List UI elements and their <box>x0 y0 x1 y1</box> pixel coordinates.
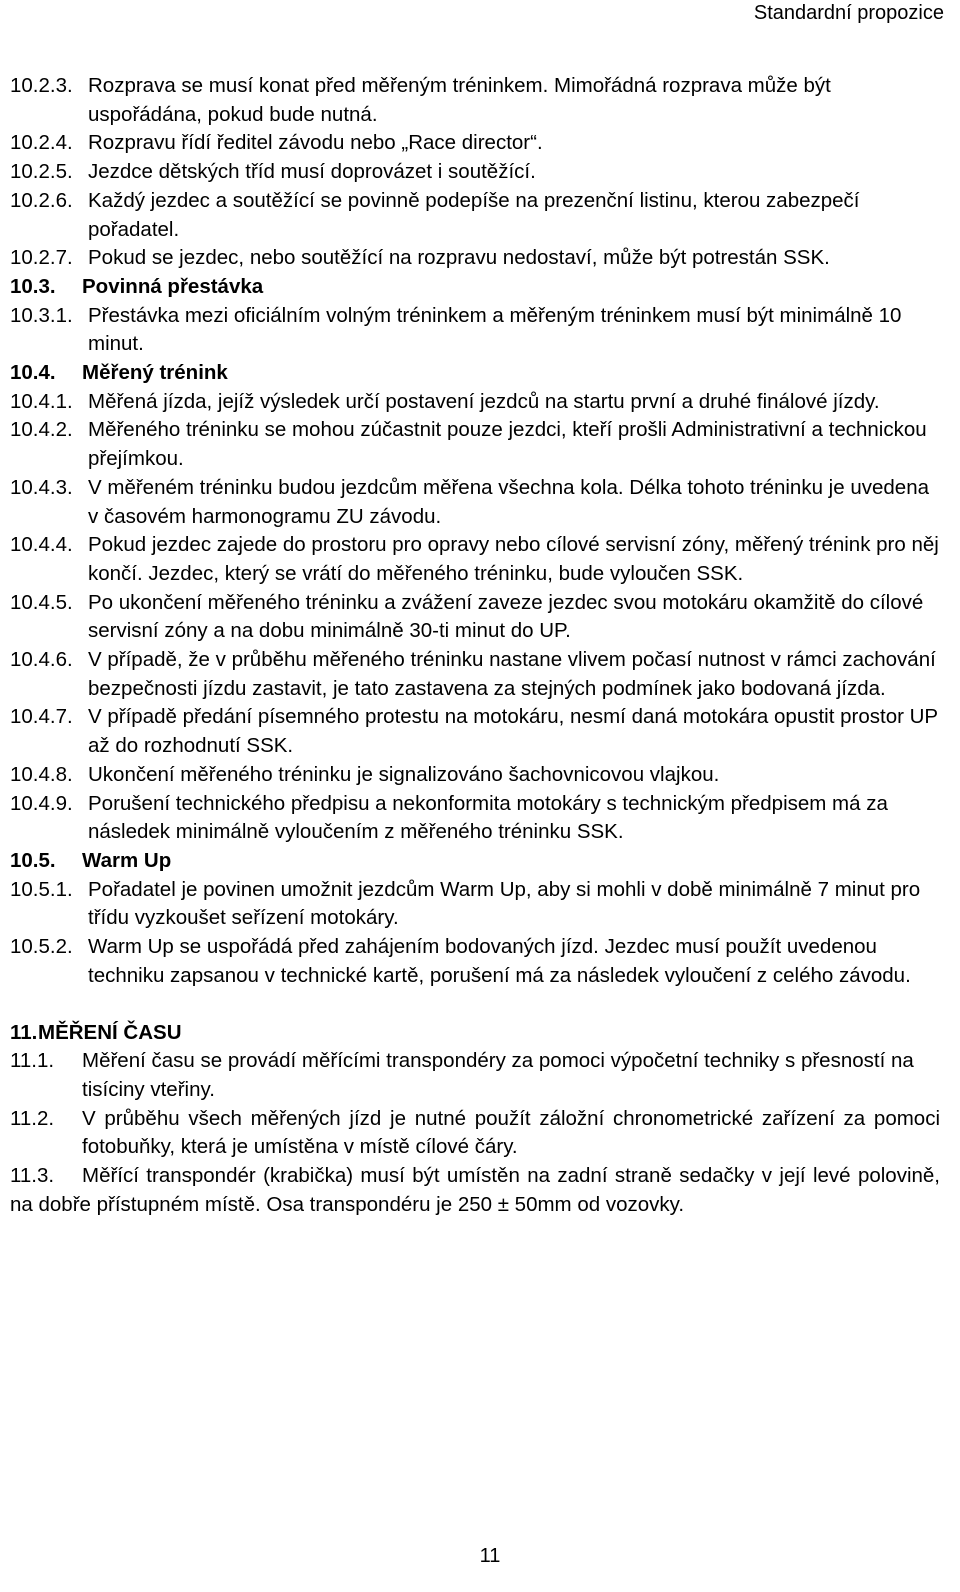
paragraph-number: 10.4.3. <box>10 475 73 499</box>
paragraph-text: Jezdce dětských tříd musí doprovázet i soutěžící. <box>88 160 536 184</box>
paragraph <box>10 158 940 187</box>
paragraph-text: Měřící transpondér (krabička) musí být umístěn na zadní straně sedačky v její levé polovině, na dobře přístupném místě. Osa transpondéru je 250 ± 50mm od vozovky. <box>10 1164 940 1216</box>
document-body <box>10 72 940 1219</box>
paragraph <box>10 129 940 158</box>
paragraph-number: 10.3. <box>10 274 56 298</box>
paragraph <box>10 646 940 703</box>
paragraph <box>10 187 940 244</box>
section-11-title: MĚŘENÍ ČASU <box>38 1020 182 1044</box>
paragraph-number: 10.4.6. <box>10 648 73 672</box>
section-title: Povinná přestávka <box>82 274 264 298</box>
paragraph-number: 10.4.7. <box>10 705 73 729</box>
paragraph-number: 10.2.5. <box>10 160 73 184</box>
paragraph-number: 11.2. <box>10 1106 55 1130</box>
section-heading <box>10 359 940 388</box>
paragraph-number: 10.2.4. <box>10 131 73 155</box>
paragraph-number: 11.3. <box>10 1164 55 1188</box>
paragraph <box>10 790 940 847</box>
paragraph-text: Každý jezdec a soutěžící se povinně podepíše na prezenční listinu, kterou zabezpečí pořadatel. <box>88 188 860 241</box>
paragraph-text: Rozprava se musí konat před měřeným tréninkem. Mimořádná rozprava může být uspořádána, pokud bude nutná. <box>88 74 831 126</box>
paragraph-text: V průběhu všech měřených jízd je nutné použít záložní chronometrické zařízení za pomoci fotobuňky, která je umístěna v místě cílové čáry. <box>82 1106 940 1159</box>
paragraph-text: Pokud se jezdec, nebo soutěžící na rozpravu nedostaví, může být potrestán SSK. <box>88 246 830 270</box>
paragraph-number: 10.4.4. <box>10 533 73 557</box>
paragraph-number: 10.2.7. <box>10 246 73 270</box>
section-title: Warm Up <box>82 848 172 872</box>
paragraph-11-3 <box>10 1162 940 1219</box>
section-11-heading <box>10 1019 940 1048</box>
paragraph-number: 10.4.8. <box>10 762 73 786</box>
section-heading <box>10 847 940 876</box>
paragraph-11-2 <box>10 1105 940 1162</box>
paragraph <box>10 876 940 933</box>
paragraph-number: 10.5. <box>10 848 56 872</box>
paragraph-11-1 <box>10 1047 940 1104</box>
paragraph-text: Rozpravu řídí ředitel závodu nebo „Race director“. <box>88 131 543 155</box>
paragraph-text: Pokud jezdec zajede do prostoru pro opravy nebo cílové servisní zóny, měřený trénink pro něj končí. Jezdec, který se vrátí do měřeného tréninku, bude vyloučen SSK. <box>88 533 939 585</box>
paragraph-text: V případě předání písemného protestu na motokáru, nesmí daná motokára opustit prostor UP až do rozhodnutí SSK. <box>88 705 938 758</box>
paragraph-text: Měřeného tréninku se mohou zúčastnit pouze jezdci, kteří prošli Administrativní a technickou přejímkou. <box>88 418 927 471</box>
paragraph-text: Měření času se provádí měřícími transpondéry za pomoci výpočetní techniky s přesností na tisíciny vteřiny. <box>82 1049 914 1101</box>
paragraph-number: 10.4.9. <box>10 791 73 815</box>
page-number <box>0 1545 960 1568</box>
section-10-list <box>10 72 940 991</box>
paragraph-number: 10.5.1. <box>10 877 73 901</box>
section-heading <box>10 273 940 302</box>
paragraph-text: Pořadatel je povinen umožnit jezdcům Warm Up, aby si mohli v době minimálně 7 minut pro třídu vyzkoušet seřízení motokáry. <box>88 877 921 930</box>
paragraph-number: 10.5.2. <box>10 935 73 959</box>
section-gap <box>10 991 940 1019</box>
paragraph <box>10 703 940 760</box>
paragraph-number: 11.1. <box>10 1049 55 1073</box>
paragraph-text: Přestávka mezi oficiálním volným tréninkem a měřeným tréninkem musí být minimálně 10 minut. <box>88 303 902 356</box>
paragraph-text: Po ukončení měřeného tréninku a zvážení zaveze jezdec svou motokáru okamžitě do cílové servisní zóny a na dobu minimálně 30-ti minut do UP. <box>88 590 924 643</box>
paragraph <box>10 589 940 646</box>
paragraph-text: Warm Up se uspořádá před zahájením bodovaných jízd. Jezdec musí použít uvedenou techniku zapsanou v technické kartě, porušení má za následek vyloučení z celého závodu. <box>88 935 911 987</box>
paragraph-text: Porušení technického předpisu a nekonformita motokáry s technickým předpisem má za následek minimálně vyloučením z měřeného tréninku SSK. <box>88 791 888 844</box>
paragraph-number: 10.2.6. <box>10 188 73 212</box>
paragraph-text: Měřená jízda, jejíž výsledek určí postavení jezdců na startu první a druhé finálové jízdy. <box>88 389 880 413</box>
paragraph <box>10 388 940 417</box>
paragraph <box>10 933 940 990</box>
page-number-value: 11 <box>479 1545 501 1567</box>
section-11-number: 11. <box>10 1020 38 1044</box>
section-title: Měřený trénink <box>82 361 228 385</box>
paragraph <box>10 72 940 129</box>
paragraph-text: V měřeném tréninku budou jezdcům měřena všechna kola. Délka tohoto tréninku je uvedena v časovém harmonogramu ZU závodu. <box>88 475 929 528</box>
paragraph <box>10 302 940 359</box>
paragraph <box>10 474 940 531</box>
paragraph-number: 10.3.1. <box>10 303 73 327</box>
paragraph <box>10 761 940 790</box>
paragraph-number: 10.2.3. <box>10 74 73 97</box>
paragraph-number: 10.4.1. <box>10 389 73 413</box>
page-header: Standardní propozice <box>753 2 944 24</box>
paragraph-text: V případě, že v průběhu měřeného tréninku nastane vlivem počasí nutnost v rámci zachování bezpečnosti jízdu zastavit, je tato zastavena za stejných podmínek jako bodovaná jízda. <box>88 648 936 700</box>
paragraph <box>10 244 940 273</box>
paragraph <box>10 531 940 588</box>
paragraph-number: 10.4. <box>10 361 56 385</box>
paragraph <box>10 416 940 473</box>
paragraph-number: 10.4.5. <box>10 590 73 614</box>
paragraph-number: 10.4.2. <box>10 418 73 442</box>
paragraph-text: Ukončení měřeného tréninku je signalizováno šachovnicovou vlajkou. <box>88 762 720 786</box>
